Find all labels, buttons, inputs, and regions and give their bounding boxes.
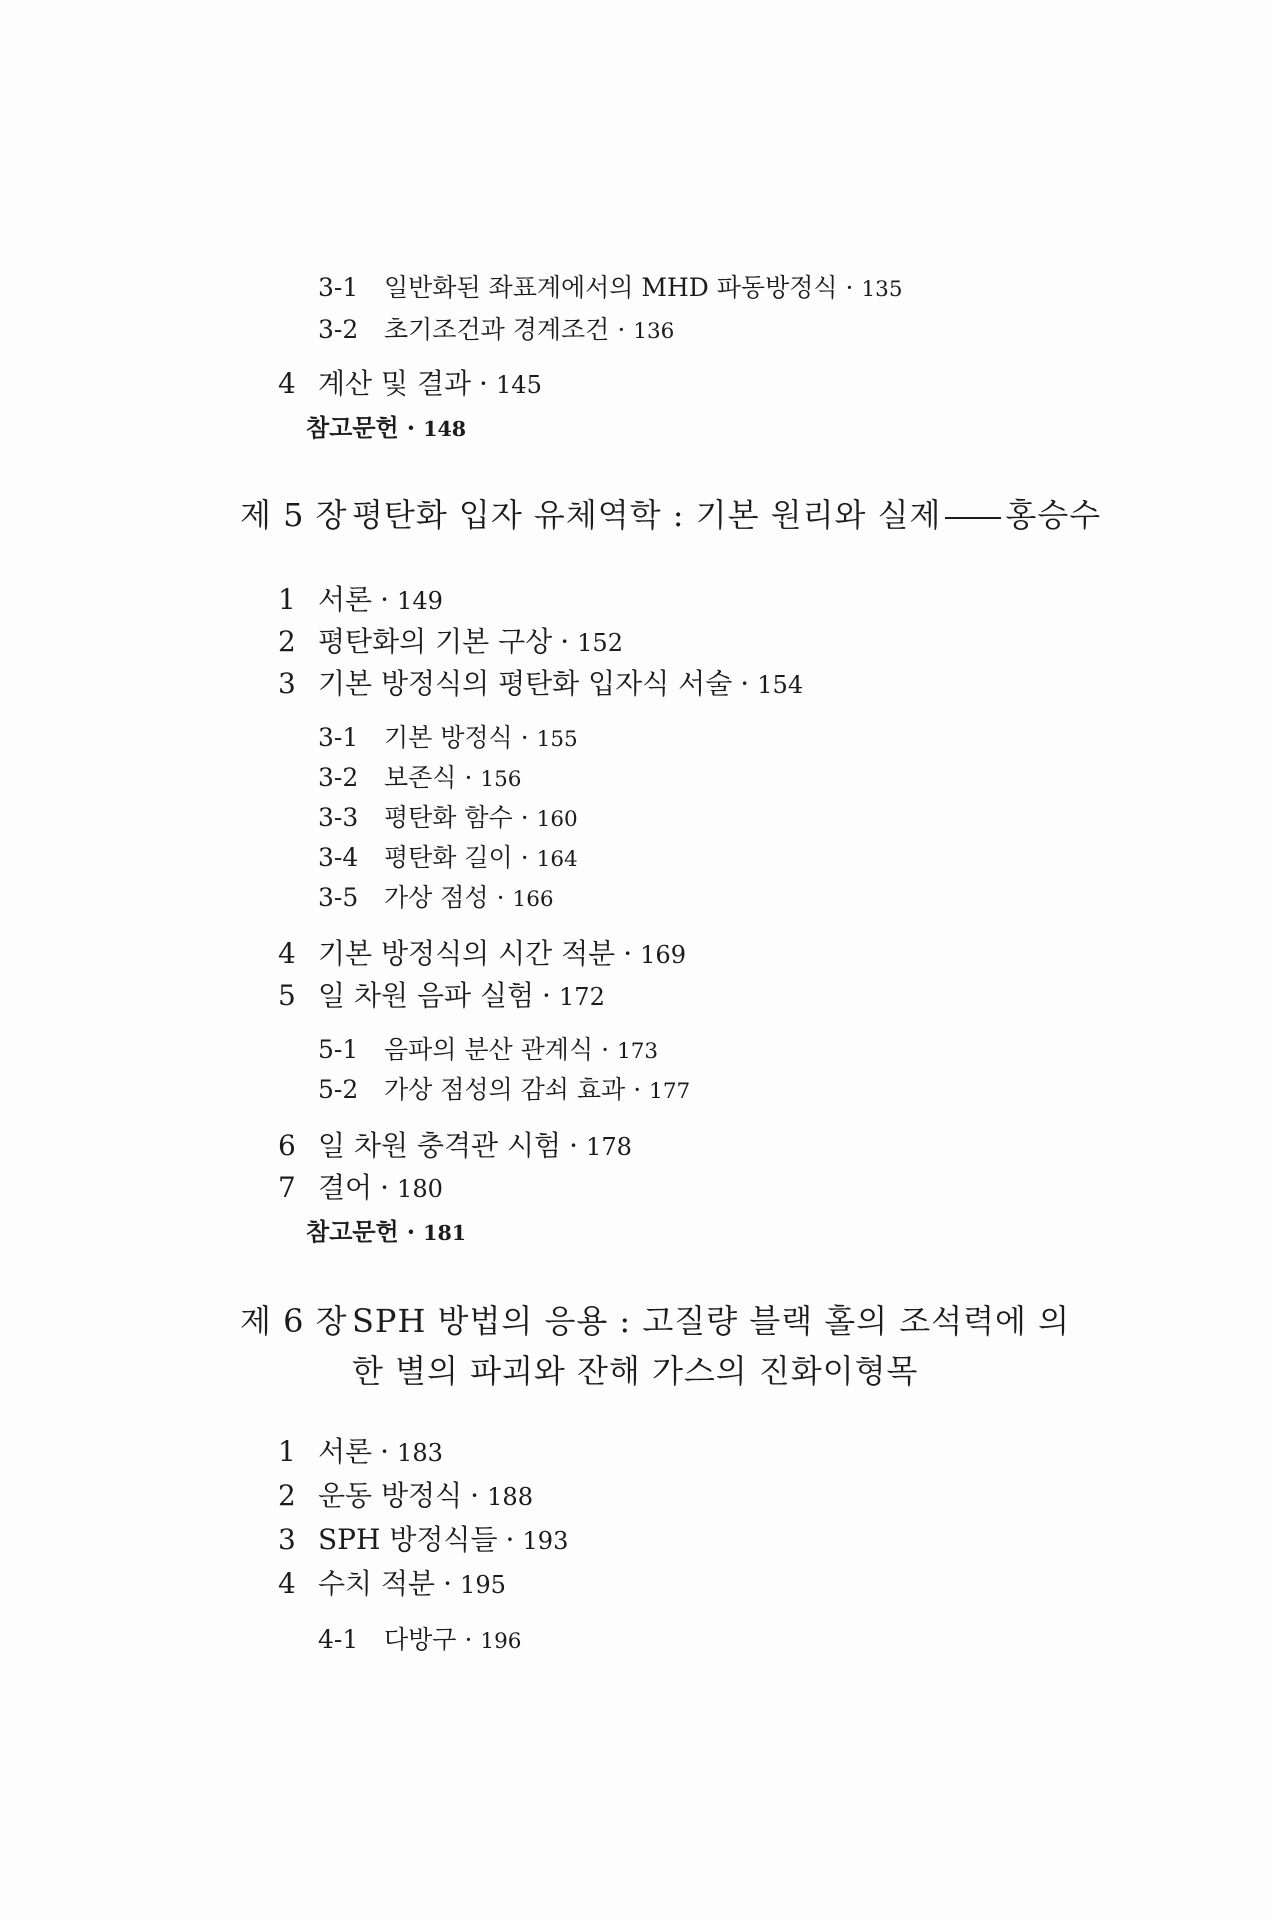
leader-dot: · bbox=[560, 625, 570, 658]
toc-references: 참고문헌 · 181 bbox=[306, 1217, 467, 1246]
leader-dot: · bbox=[464, 763, 473, 792]
toc-subentry: 3-1 기본 방정식 · 155 bbox=[318, 723, 578, 752]
leader-dot: · bbox=[569, 1129, 578, 1162]
leader-dot: · bbox=[520, 843, 529, 872]
toc-entry: 6 일 차원 충격관 시험 · 178 bbox=[278, 1129, 632, 1162]
leader-dot: · bbox=[470, 1479, 480, 1512]
leader-dot: · bbox=[380, 1435, 390, 1468]
leader-dot: · bbox=[380, 1171, 390, 1204]
leader-dot: · bbox=[633, 1075, 642, 1104]
toc-entry: 3 기본 방정식의 평탄화 입자식 서술 · 154 bbox=[278, 667, 804, 700]
toc-subentry: 3-2 초기조건과 경계조건 · 136 bbox=[318, 315, 675, 344]
toc-entry: 5 일 차원 음파 실험 · 172 bbox=[278, 979, 605, 1012]
leader-dot: · bbox=[623, 937, 633, 970]
chapter-heading: 제 5 장 평탄화 입자 유체역학 : 기본 원리와 실제 홍승수 bbox=[240, 496, 1102, 534]
toc-entry: 4 수치 적분 · 195 bbox=[278, 1567, 506, 1600]
leader-dot: · bbox=[505, 1523, 515, 1556]
toc-subentry: 5-1 음파의 분산 관계식 · 173 bbox=[318, 1035, 659, 1064]
toc-subentry: 3-5 가상 점성 · 166 bbox=[318, 883, 554, 912]
toc-references: 참고문헌 · 148 bbox=[306, 413, 467, 442]
toc-entry: 1 서론 · 183 bbox=[278, 1435, 443, 1468]
leader-dot: · bbox=[464, 1625, 473, 1654]
leader-dot: · bbox=[520, 723, 529, 752]
leader-dot: · bbox=[845, 273, 854, 302]
leader-dot: · bbox=[479, 367, 488, 400]
leader-dot: · bbox=[496, 883, 505, 912]
leader-dot: · bbox=[617, 315, 626, 344]
toc-entry: 3 SPH 방정식들 · 193 bbox=[278, 1523, 569, 1556]
toc-subentry: 4-1 다방구 · 196 bbox=[318, 1625, 522, 1654]
toc-entry: 4 기본 방정식의 시간 적분 · 169 bbox=[278, 937, 687, 970]
toc-entry: 2 운동 방정식 · 188 bbox=[278, 1479, 534, 1512]
chapter-heading: 제 6 장 SPH 방법의 응용 : 고질량 블랙 홀의 조석력에 의 bbox=[240, 1302, 1071, 1340]
leader-dot: · bbox=[542, 979, 551, 1012]
author-dash bbox=[945, 517, 1001, 519]
leader-dot: · bbox=[740, 667, 750, 700]
toc-subentry: 3-1 일반화된 좌표계에서의 MHD 파동방정식 · 135 bbox=[318, 273, 903, 302]
leader-dot: · bbox=[406, 1217, 416, 1246]
leader-dot: · bbox=[443, 1567, 452, 1600]
chapter-heading-continued: 한 별의 파괴와 잔해 가스의 진화이형목 bbox=[352, 1352, 919, 1390]
toc-entry: 2 평탄화의 기본 구상 · 152 bbox=[278, 625, 624, 658]
leader-dot: · bbox=[601, 1035, 610, 1064]
leader-dot: · bbox=[380, 583, 390, 616]
toc-subentry: 3-3 평탄화 함수 · 160 bbox=[318, 803, 578, 832]
toc-entry: 7 결어 · 180 bbox=[278, 1171, 443, 1204]
toc-subentry: 3-2 보존식 · 156 bbox=[318, 763, 522, 792]
toc-entry: 1 서론 · 149 bbox=[278, 583, 443, 616]
toc-subentry: 5-2 가상 점성의 감쇠 효과 · 177 bbox=[318, 1075, 691, 1104]
leader-dot: · bbox=[520, 803, 529, 832]
leader-dot: · bbox=[406, 413, 416, 442]
toc-subentry: 3-4 평탄화 길이 · 164 bbox=[318, 843, 578, 872]
toc-entry: 4 계산 및 결과 · 145 bbox=[278, 367, 542, 400]
